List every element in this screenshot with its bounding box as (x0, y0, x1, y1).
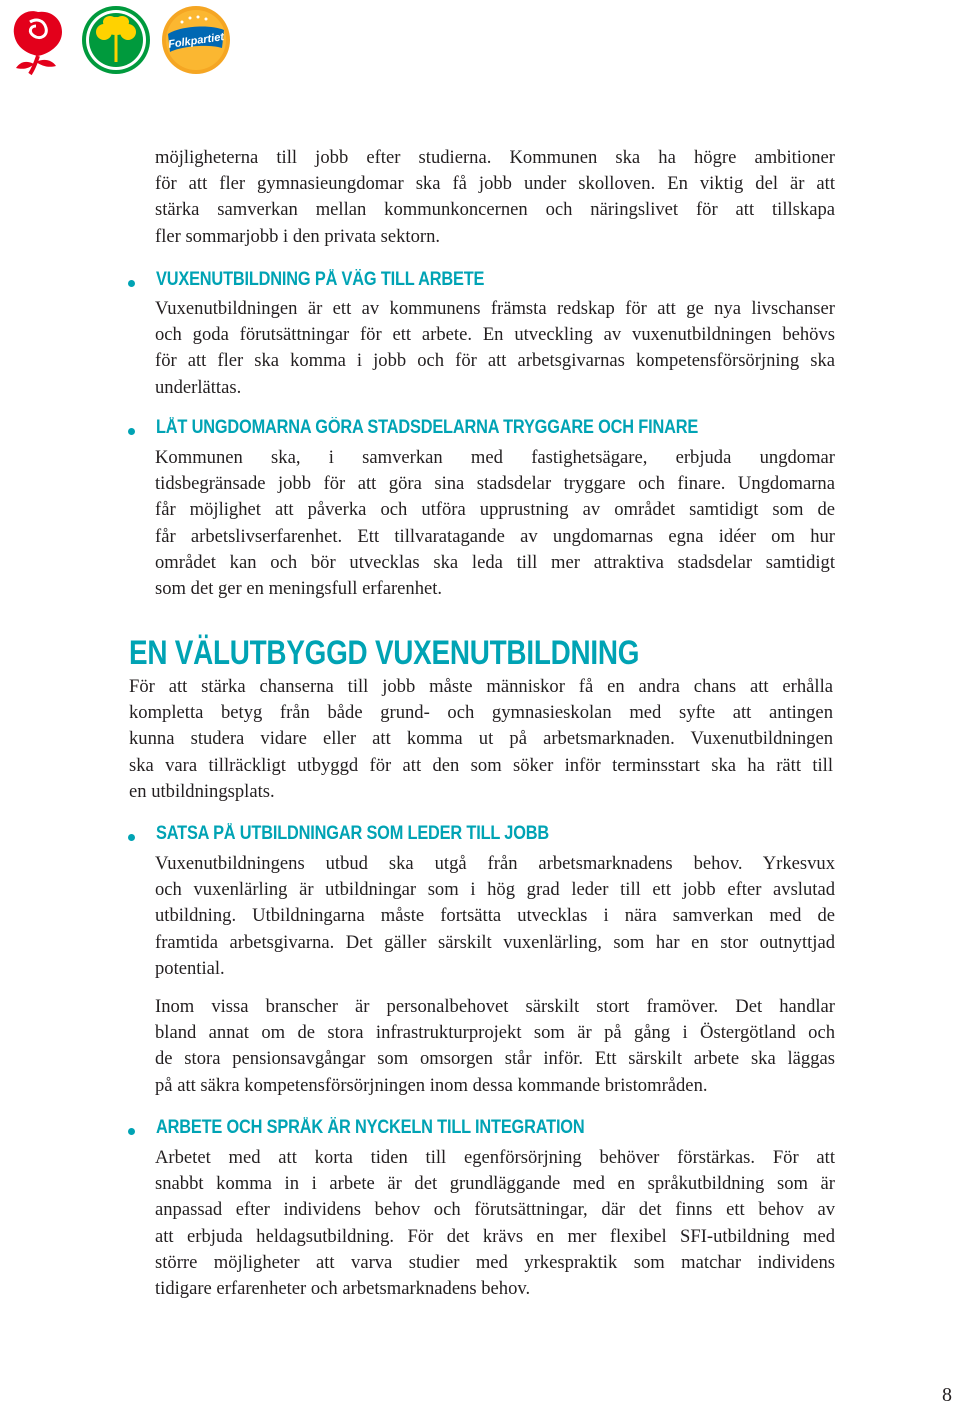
section-heading-ungdomarna: LÅT UNGDOMARNA GÖRA STADSDELARNA TRYGGARE OCH FINARE (156, 417, 699, 438)
text-line: en utbildningsplats. (129, 780, 275, 802)
text-line: potential. (155, 957, 225, 979)
folkpartiet-badge-icon (160, 4, 232, 76)
section-heading-integration: ARBETE OCH SPRÅK ÄR NYCKELN TILL INTEGRATION (156, 1117, 585, 1138)
main-paragraph (129, 674, 833, 805)
text-line: bland annat om de stora infrastrukturprojekt som är på gång i Östergötland och (155, 1022, 835, 1044)
centerpartiet-clover-logo (80, 4, 152, 76)
text-line: Vuxenutbildningens utbud ska utgå från arbetsmarknadens behov. Yrkesvux (155, 853, 835, 874)
text-line: anpassad efter individens behov och förutsättningar, där det finns ett behov av (155, 1199, 835, 1221)
text-line: för att fler ska komma i jobb och för att arbetsgivarnas kompetensförsörjning ska (155, 350, 835, 372)
text-line: och vuxenlärling är utbildningar som i hög grad leder till ett jobb efter avslutad (155, 879, 835, 901)
text-line: att erbjuda heldagsutbildning. För det krävs en mer flexibel SFI-utbildning med (155, 1225, 835, 1247)
bullet-icon (128, 1128, 135, 1135)
text-line: möjligheterna till jobb efter studierna. Kommunen ska ha högre ambitioner (155, 147, 835, 168)
rose-icon (2, 4, 74, 76)
folkpartiet-logo (160, 4, 232, 76)
text-line: ska vara tillräckligt utbyggd för att den som söker inför terminsstart ska ha rätt till (129, 754, 833, 776)
text-line: utbildning. Utbildningarna måste fortsätta utvecklas i nära samverkan med de (155, 905, 835, 927)
section-body-satsa-2 (155, 994, 835, 1099)
text-line: som det ger en meningsfull erfarenhet. (155, 578, 443, 600)
text-line: området kan och bör utvecklas ska leda till mer attraktiva stadsdelar samtidigt (155, 551, 835, 573)
text-line: Kommunen ska, i samverkan med fastighetsägare, erbjuda ungdomar (155, 447, 835, 468)
section-body-integration (155, 1145, 835, 1302)
text-line: Vuxenutbildningen är ett av kommunens främsta redskap för att ge nya livschanser (155, 298, 835, 319)
section-body-satsa (155, 851, 835, 982)
bullet-icon (128, 280, 135, 287)
text-line: underlättas. (155, 376, 242, 398)
section-body-ungdomarna (155, 445, 835, 602)
section-body-vuxenutbildning (155, 296, 835, 401)
main-heading: EN VÄLUTBYGGD VUXENUTBILDNING (129, 634, 640, 672)
page-number: 8 (942, 1384, 952, 1406)
intro-paragraph (155, 145, 835, 250)
text-line: För att stärka chanserna till jobb måste människor få en andra chans att erhålla (129, 676, 833, 697)
text-line: större möjligheter att varva studier med yrkespraktik som matchar individens (155, 1251, 835, 1273)
section-heading-satsa: SATSA PÅ UTBILDNINGAR SOM LEDER TILL JOBB (156, 823, 549, 844)
bullet-icon (128, 428, 135, 435)
text-line: kunna studera vidare eller att komma ut på arbetsmarknaden. Vuxenutbildningen (129, 728, 833, 750)
text-line: och goda förutsättningar för ett arbete. En utveckling av vuxenutbildningen behövs (155, 324, 835, 346)
section-heading-vuxenutbildning: VUXENUTBILDNING PÅ VÄG TILL ARBETE (156, 269, 485, 290)
text-line: stärka samverkan mellan kommunkoncernen och näringslivet för att tillskapa (155, 199, 835, 221)
text-line: för att fler gymnasieungdomar ska få jobb under skolloven. En viktig del är att (155, 173, 835, 195)
text-line: de stora pensionsavgångar som omsorgen står inför. Ett särskilt arbete ska läggas (155, 1048, 835, 1070)
socialdemokraterna-rose-logo (2, 4, 74, 76)
text-line: framtida arbetsgivarna. Det gäller särskilt vuxenlärling, som har en stor outnyttjad (155, 931, 835, 953)
text-line: snabbt komma in i arbete är det grundläggande med en språkutbildning som är (155, 1173, 835, 1195)
text-line: tidigare erfarenheter och arbetsmarknadens behov. (155, 1278, 531, 1300)
text-line: tidsbegränsade jobb för att göra sina stadsdelar tryggare och finare. Ungdomarna (155, 473, 835, 495)
clover-icon (80, 4, 152, 76)
text-line: på att säkra kompetensförsörjningen inom dessa kommande bristområden. (155, 1074, 708, 1096)
text-line: Arbetet med att korta tiden till egenförsörjning behöver förstärkas. För att (155, 1147, 835, 1168)
text-line: fler sommarjobb i den privata sektorn. (155, 225, 441, 247)
folkpartiet-logo-text: Folkpartiet (167, 31, 225, 51)
bullet-icon (128, 834, 135, 841)
text-line: Inom vissa branscher är personalbehovet särskilt stort framöver. Det handlar (155, 996, 835, 1017)
text-line: får arbetslivserfarenhet. Ett tillvaratagande av ungdomarnas egna idéer om hur (155, 525, 835, 547)
text-line: får möjlighet att påverka och utföra upprustning av området samtidigt som de (155, 499, 835, 521)
text-line: kompletta betyg från både grund- och gymnasieskolan med syfte att antingen (129, 702, 833, 724)
